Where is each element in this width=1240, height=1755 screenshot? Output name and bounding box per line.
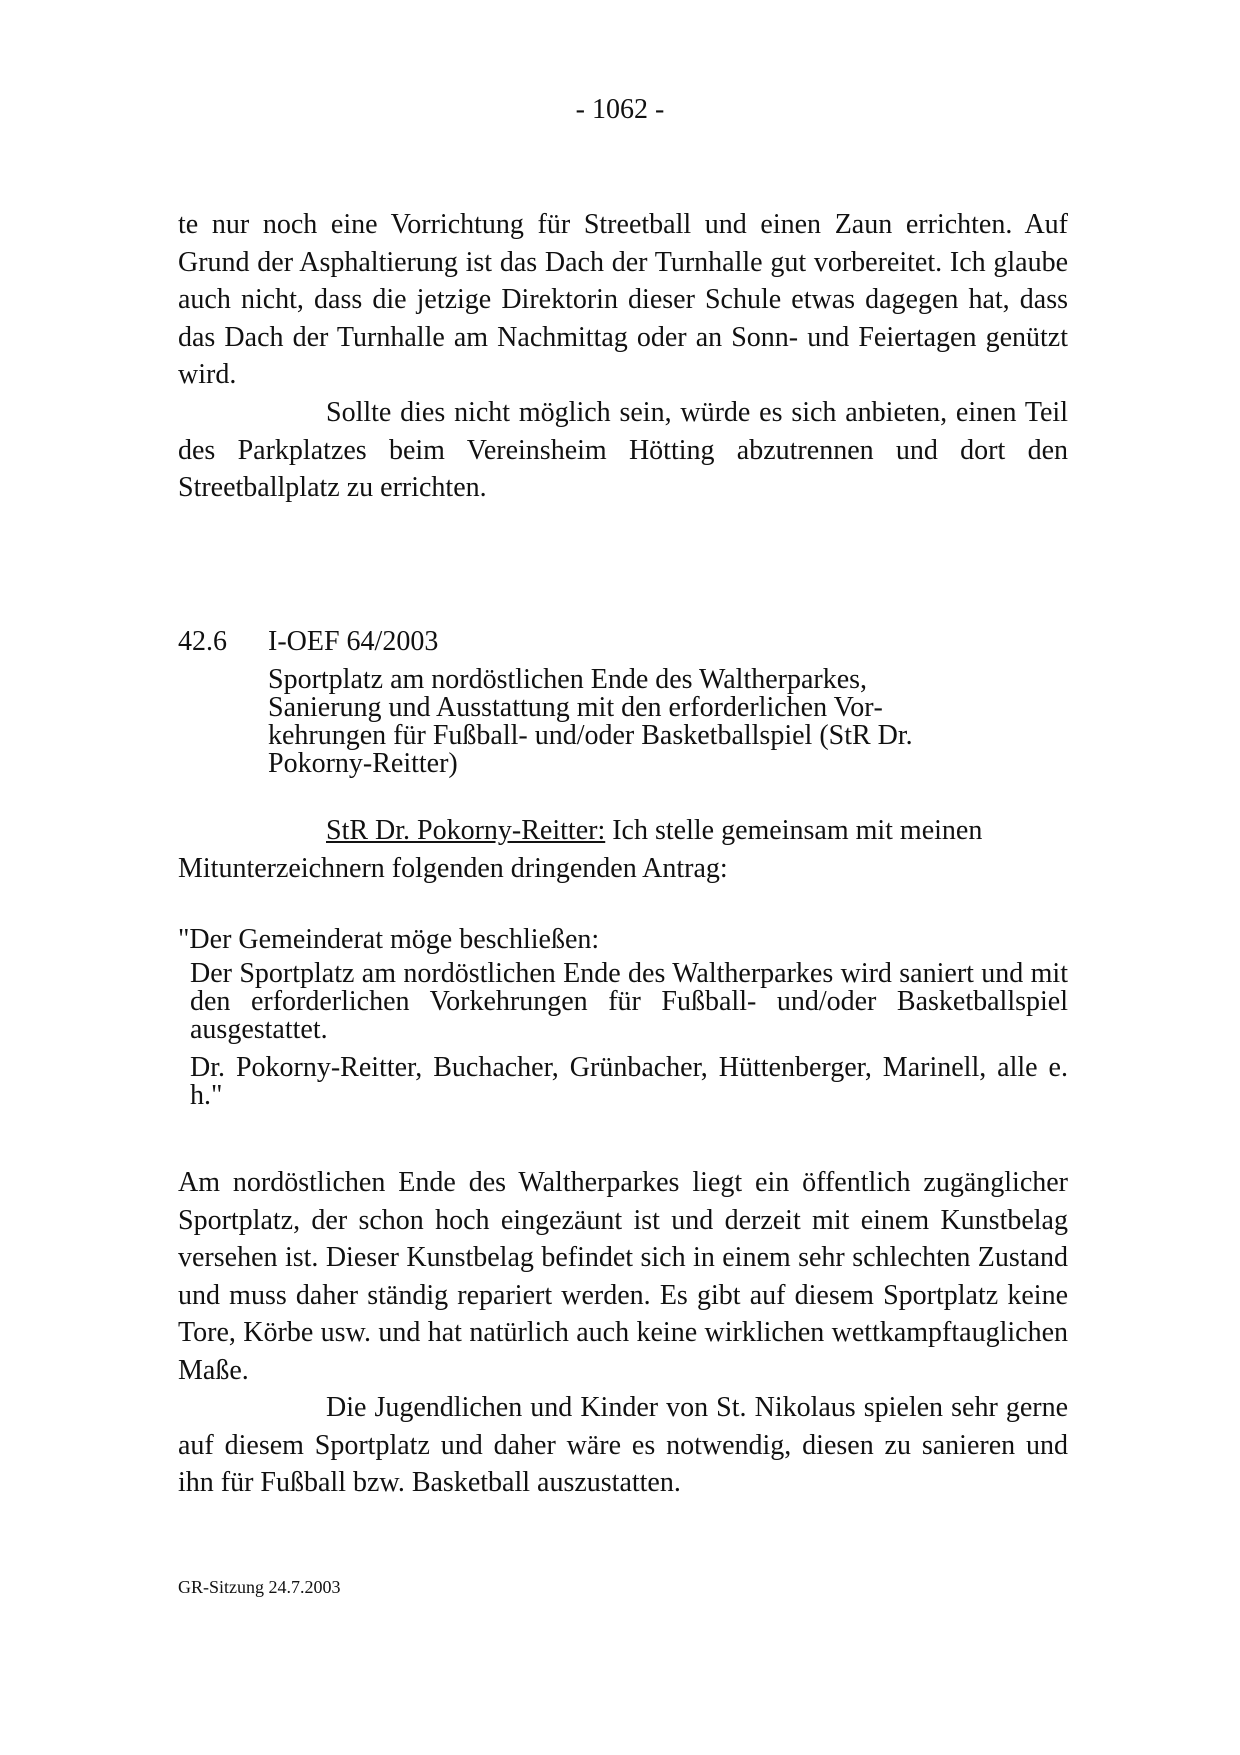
- speech-text: Ich stelle gemeinsam mit meinen Mitunterzeichnern folgenden dringenden Antrag:: [178, 815, 983, 884]
- intro-paragraph: te nur noch eine Vorrichtung für Streetball und einen Zaun errichten. Auf Grund der Asphaltierung ist das Dach der Turnhalle gut vorbereitet. Ich glaube auch nicht, dass die jetzige Direktorin dieser Schule etwas dagegen hat, dass das Dach der Turnhalle am Nachmittag oder an Sonn- und Feiertagen genützt wird.: [178, 209, 1068, 390]
- agenda-item-code: I-OEF 64/2003: [268, 626, 439, 657]
- page-number: - 1062 -: [575, 94, 665, 125]
- justification-paragraph-2: [178, 1389, 1068, 1502]
- agenda-item-subject: Sportplatz am nordöstlichen Ende des Waltherparkes, Sanierung und Ausstattung mit den erforderlichen Vorkehrungen für Fußball- und/oder Basketballspiel (StR Dr. Pokorny-Reitter): [268, 664, 913, 779]
- justification-paragraph-2-text: Die Jugendlichen und Kinder von St. Nikolaus spielen sehr gerne auf diesem Sportplatz und daher wäre es notwendig, diesen zu sanieren und ihn für Fußball bzw. Basketball auszustatten.: [178, 1392, 1068, 1498]
- second-paragraph: [178, 394, 1068, 507]
- justification-paragraph-1: Am nordöstlichen Ende des Waltherparkes liegt ein öffentlich zugänglicher Sportplatz, der schon hoch eingezäunt ist und derzeit mit einem Kunstbelag versehen ist. Dieser Kunstbelag befindet sich in einem sehr schlechten Zustand und muss daher ständig repariert werden. Es gibt auf diesem Sportplatz keine Tore, Körbe usw. und hat natürlich auch keine wirklichen wettkampftauglichen Maße.: [178, 1167, 1068, 1386]
- motion-body: Der Sportplatz am nordöstlichen Ende des Waltherparkes wird saniert und mit den erforderlichen Vorkehrungen für Fußball- und/oder Basketballspiel ausgestattet.: [190, 958, 1068, 1045]
- speech-paragraph: [178, 812, 1068, 887]
- agenda-item-number: 42.6: [178, 626, 227, 657]
- speaker-name: StR Dr. Pokorny-Reitter:: [326, 815, 606, 846]
- page-footer: GR-Sitzung 24.7.2003: [178, 1577, 341, 1597]
- second-paragraph-text: Sollte dies nicht möglich sein, würde es sich anbieten, einen Teil des Parkplatzes beim Vereinsheim Hötting abzutrennen und dort den Streetballplatz zu errichten.: [178, 397, 1068, 503]
- motion-intro: "Der Gemeinderat möge beschließen:: [178, 924, 600, 955]
- motion-signatories: Dr. Pokorny-Reitter, Buchacher, Grünbacher, Hüttenberger, Marinell, alle e. h.": [190, 1052, 1068, 1111]
